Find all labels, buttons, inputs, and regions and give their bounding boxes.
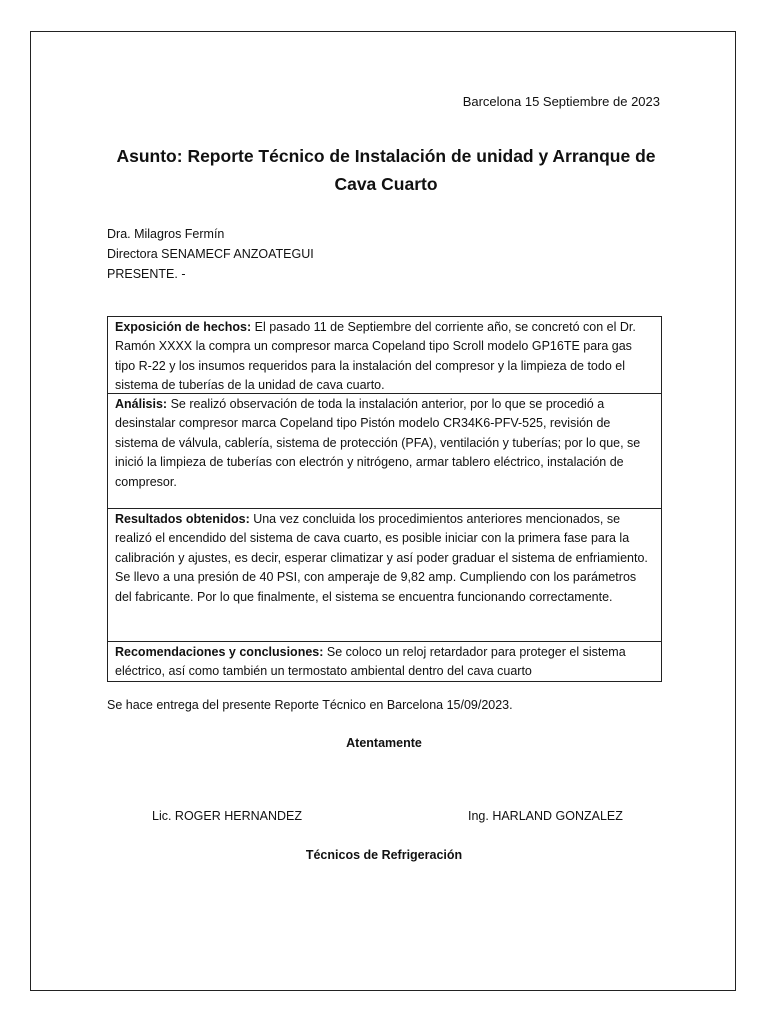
signatory-role: Técnicos de Refrigeración	[305, 848, 463, 862]
section-text: Una vez concluida los procedimientos anteriores mencionados, se realizó el encendido del sistema de cava cuarto, es posible iniciar con la primera fase para la calibración y ajustes, es decir, esperar climatizar y así poder graduar el sistema de enfriamiento. Se llevo a una presión de 40 PSI, con amperaje de 9,82 amp. Cumpliendo con los parámetros del fabricante. Por lo que finalmente, el sistema se encuentra funcionando correctamente.	[115, 512, 648, 604]
closing-salutation: Atentamente	[346, 736, 422, 750]
document-page	[30, 31, 736, 991]
report-table	[107, 316, 662, 682]
section-text: Se realizó observación de toda la instalación anterior, por lo que se procedió a desinstalar compresor marca Copeland tipo Pistón modelo CR34K6-PFV-525, revisión de sistema de válvula, cablería, sistema de protección (PFA), ventilación y tuberías; por lo que, se inició la limpieza de tuberías con electrón y nitrógeno, armar tablero eléctrico, instalación de compresor.	[115, 397, 641, 489]
addressee-name: Dra. Milagros Fermín	[107, 227, 225, 241]
section-text: El pasado 11 de Septiembre del corriente año, se concretó con el Dr. Ramón XXXX la compra un compresor marca Copeland tipo Scroll modelo GP16TE para gas tipo R-22 y los insumos requeridos para la instalación del compresor y la limpieza de todo el sistema de tuberías de la unidad de cava cuarto.	[115, 320, 636, 393]
addressee-greeting: PRESENTE. -	[107, 267, 186, 281]
addressee-block	[107, 224, 314, 284]
signatory-right: Ing. HARLAND GONZALEZ	[468, 809, 623, 823]
delivery-note: Se hace entrega del presente Reporte Técnico en Barcelona 15/09/2023.	[107, 698, 513, 712]
report-section-analisis	[108, 394, 661, 509]
document-title	[91, 142, 681, 198]
section-label: Exposición de hechos:	[115, 320, 252, 334]
signatory-left: Lic. ROGER HERNANDEZ	[152, 809, 303, 823]
addressee-position: Directora SENAMECF ANZOATEGUI	[107, 247, 314, 261]
section-label: Recomendaciones y conclusiones:	[115, 645, 324, 659]
section-label: Resultados obtenidos:	[115, 512, 250, 526]
document-date: Barcelona 15 Septiembre de 2023	[462, 94, 660, 109]
section-text: Se coloco un reloj retardador para proteger el sistema eléctrico, así como también un termostato ambiental dentro del cava cuarto	[115, 645, 626, 679]
title-line-2: Cava Cuarto	[334, 174, 438, 194]
report-section-resultados	[108, 509, 661, 642]
report-section-recomendaciones	[108, 642, 661, 681]
report-section-exposicion	[108, 317, 661, 394]
section-label: Análisis:	[115, 397, 168, 411]
title-line-1: Asunto: Reporte Técnico de Instalación de unidad y Arranque de	[116, 146, 656, 166]
